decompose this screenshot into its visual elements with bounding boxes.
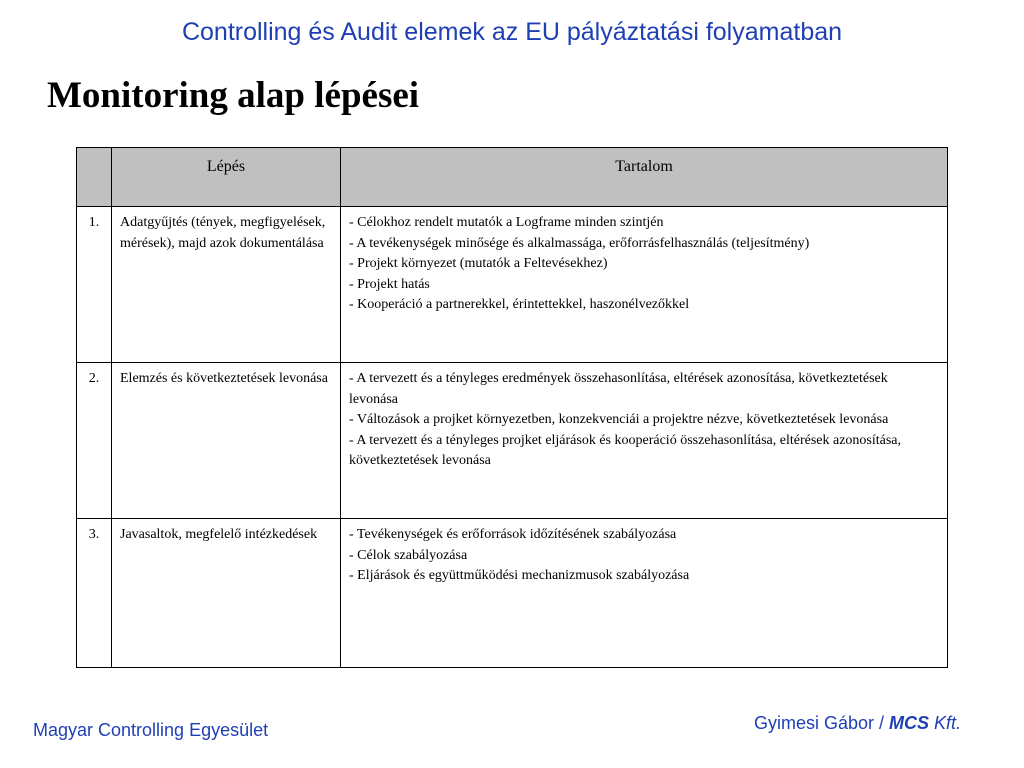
- content-line: - Eljárások és együttműködési mechanizmusok szabályozása: [349, 568, 690, 583]
- content-line: - Célokhoz rendelt mutatók a Logframe minden szintjén: [349, 215, 664, 230]
- content-line: - Célok szabályozása: [349, 547, 468, 563]
- row-number: 3.: [77, 519, 112, 668]
- row-content: [341, 207, 948, 363]
- content-line: - A tervezett és a tényleges eredmények összehasonlítása, eltérések azonosítása, következtetések levonása: [349, 371, 888, 407]
- footer-organization: Magyar Controlling Egyesület: [33, 720, 269, 740]
- row-content: [341, 363, 948, 519]
- table-header-row: [77, 148, 948, 207]
- content-line: - Projekt hatás: [349, 276, 430, 292]
- content-line: - Tevékenységek és erőforrások időzítésének szabályozása: [349, 527, 677, 542]
- footer-company-name: MCS: [889, 713, 930, 733]
- row-step: Adatgyűjtés (tények, megfigyelések, mérések), majd azok dokumentálása: [112, 207, 341, 363]
- footer-company-suffix: Kft.: [929, 713, 962, 733]
- row-number: 2.: [77, 363, 112, 519]
- table-row: [77, 363, 948, 519]
- row-step: Javasaltok, megfelelő intézkedések: [112, 519, 341, 668]
- content-line: - Projekt környezet (mutatók a Feltevésekhez): [349, 256, 608, 271]
- content-line: - Kooperáció a partnerekkel, érintettekkel, haszonélvezőkkel: [349, 297, 690, 312]
- footer-author: [754, 713, 961, 734]
- row-number: 1.: [77, 207, 112, 363]
- slide-title: Monitoring alap lépései: [47, 75, 420, 116]
- column-header-number: [77, 148, 112, 207]
- table-row: [77, 519, 948, 668]
- row-step: Elemzés és következtetések levonása: [112, 363, 341, 519]
- column-header-content: Tartalom: [341, 148, 948, 207]
- presentation-header-title: Controlling és Audit elemek az EU pályáztatási folyamatban: [181, 18, 843, 46]
- content-line: - Változások a projket környezetben, konzekvenciái a projektre nézve, következtetések levonása: [349, 412, 889, 427]
- row-content: [341, 519, 948, 668]
- column-header-step: Lépés: [112, 148, 341, 207]
- monitoring-steps-table: [76, 147, 948, 668]
- footer-author-name: Gyimesi Gábor /: [754, 713, 890, 733]
- content-line: - A tevékenységek minősége és alkalmassága, erőforrásfelhasználás (teljesítmény): [349, 235, 810, 251]
- content-line: - A tervezett és a tényleges projket eljárások és kooperáció összehasonlítása, eltérések azonosítása, következtetések levonása: [349, 432, 902, 468]
- table-row: [77, 207, 948, 363]
